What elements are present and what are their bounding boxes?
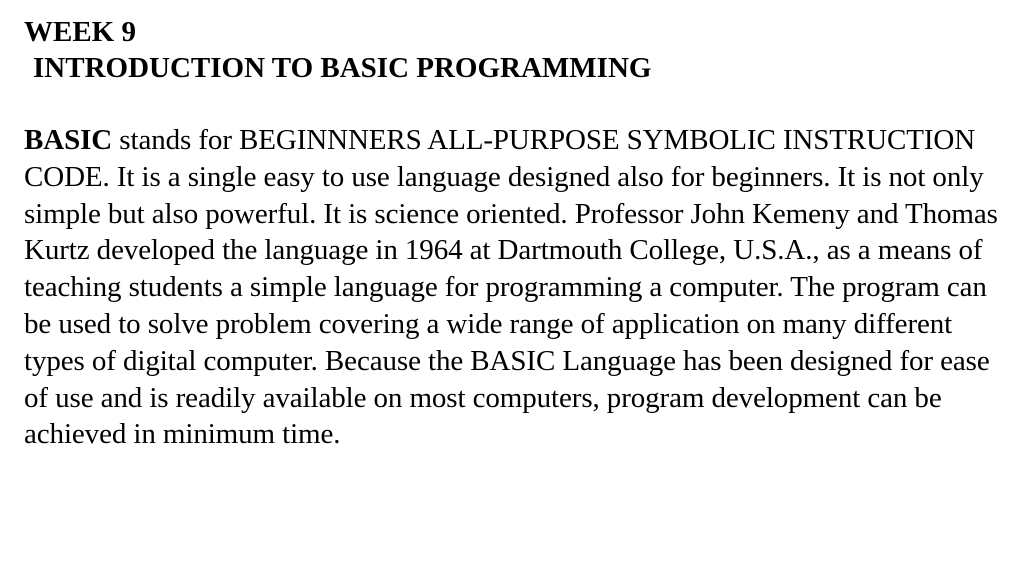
paragraph-text: stands for BEGINNNERS ALL-PURPOSE SYMBOLIC INSTRUCTION CODE. It is a single easy to use language designed also for beginners. It is not only simple but also powerful. It is science oriented. Professor John Kemeny and Thomas Kurtz developed the language in 1964 at Dartmouth College, U.S.A., as a means of teaching students a simple language for programming a computer. The program can be used to solve problem covering a wide range of application on many different types of digital computer. Because the BASIC Language has been designed for ease of use and is readily available on most computers, program development can be achieved in minimum time. <box>24 124 998 451</box>
week-label: WEEK 9 <box>24 16 136 48</box>
spacer <box>24 86 1009 122</box>
slide-content <box>24 14 1009 453</box>
basic-term: BASIC <box>24 124 113 156</box>
slide-title: INTRODUCTION TO BASIC PROGRAMMING <box>33 52 652 84</box>
body-paragraph <box>24 122 1009 453</box>
